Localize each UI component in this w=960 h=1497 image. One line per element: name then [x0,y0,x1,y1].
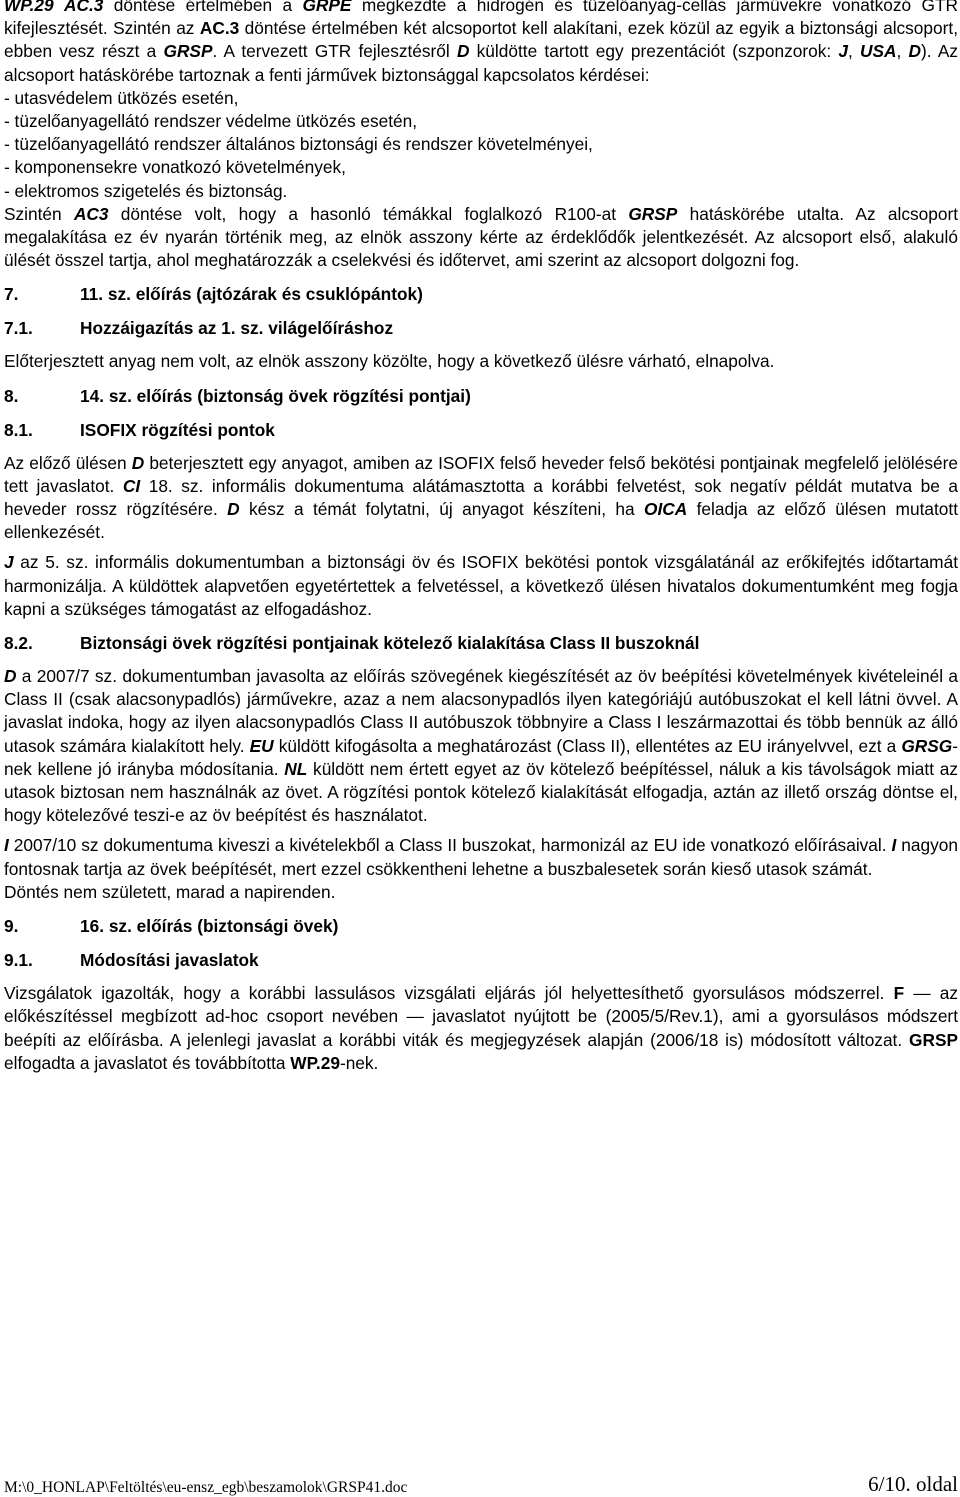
emphasis-text: WP.29 [4,0,54,15]
text-run: , [896,41,909,62]
text-run: -nek. [339,1052,379,1073]
section-number: 7. [4,284,19,305]
spacer [4,442,958,452]
document-page [4,0,958,1075]
text-run: az 5. sz. informális dokumentumban a biztonsági öv és ISOFIX bekötési pontok vizsgálatánál az erőkifejtés időtartamát harmonizálja. A küldöttek alapvetően egyetértettek a felvetéssel, a következő ülésen hivatalos dokumentumként meg fogja kapni a szükséges támogatást az elfogadáshoz. [4,552,958,619]
text-run: Előterjesztett anyag nem volt, az elnök asszony közölte, hogy a következő ülésre várható, elnapolva. [4,351,775,372]
page-footer [4,1471,958,1497]
emphasis-text: D [4,666,17,687]
emphasis-text: I [4,835,9,856]
emphasis-text: AC. [199,18,230,39]
section-title: 16. sz. előírás (biztonsági övek) [80,916,339,937]
paragraph [4,452,958,545]
paragraph [4,350,958,373]
text-run: - komponensekre vonatkozó követelmények, [4,157,346,178]
text-run: ). Az alcsoport hatáskörébe tartoznak a fenti járművek biztonsággal kapcsolatos kérdései: [4,41,958,85]
text-run: 2007/10 sz dokumentuma kiveszi a kivételekből a Class II buszokat, harmonizál az EU ide vonatkozó előírásaival. [8,835,892,856]
section-number: 8.2. [4,633,33,654]
spacer [4,306,958,316]
section-title: 14. sz. előírás (biztonság övek rögzítési pontjai) [80,385,471,406]
text-run: Az előző ülésen [4,452,132,473]
section-number: 8. [4,385,19,406]
paragraph [4,834,958,880]
text-run: beterjesztett egy anyagot, amiben az ISOFIX felső heveder felső bekötési pontjainak megfelelő jelölésére tett javaslatot. [4,452,958,496]
emphasis-text: D [227,499,240,520]
emphasis-text: D [456,41,470,62]
emphasis-text: NL [284,758,308,779]
section-title: ISOFIX rögzítési pontok [80,419,275,440]
paragraph [4,87,958,110]
paragraph [4,110,958,133]
text-run: küldötte tartott egy prezentációt (szponzorok: [469,41,839,62]
emphasis-text: J [838,41,848,62]
emphasis-text: OICA [644,499,688,520]
text-run: döntése volt, hogy a hasonló témákkal foglalkozó R100-at [108,203,629,224]
spacer [4,544,958,551]
text-run: - utasvédelem ütközés esetén, [4,87,239,108]
emphasis-text: GRSP [909,1029,958,1050]
spacer [4,827,958,834]
text-run: hatáskörébe utalta. Az alcsoport megalakítása ez év nyarán történik meg, az elnök asszony kérte az érdeklődők jelentkezését. Az alcsoport első, alakuló ülését összel tartja, ahol meghatározzák a cselekvési és időtervet, ami szerint az alcsoport dolgozni fog. [4,203,958,271]
emphasis-text: J [4,552,14,573]
section-number: 9.1. [4,950,33,971]
text-run: - elektromos szigetelés és biztonság. [4,180,288,201]
spacer [4,408,958,418]
text-run: -nek kellene jó irányba módosítania. [4,735,958,779]
paragraph [4,133,958,156]
text-run: . A tervezett GTR fejlesztésről [212,41,457,62]
section-number: 8.1. [4,419,33,440]
section-heading [4,418,958,442]
text-run: feladja az előző ülésen mutatott ellenkezését. [4,499,958,543]
text-run: Vizsgálatok igazolták, hogy a korábbi lassulásos vizsgálati eljárás jól helyettesíthető gyorsulásos módszerrel. [4,983,894,1004]
text-run: , [848,41,861,62]
emphasis-text: I [891,835,897,856]
section-title: 11. sz. előírás (ajtózárak és csuklópántok) [80,284,423,305]
emphasis-text: AC3 [73,203,109,224]
section-title: Hozzáigazítás az 1. sz. világelőíráshoz [80,318,394,339]
section-title: Módosítási javaslatok [80,950,259,971]
section-title: Biztonsági övek rögzítési pontjainak kötelező kialakítása Class II buszoknál [80,633,700,654]
text-run: döntése értelmében két alcsoportot kell alakítani, ezek közül az egyik a biztonsági alcsoport, ebben vesz részt a [4,18,959,62]
text-run: kész a témát folytatni, új anyagot készíteni, ha [239,499,645,520]
emphasis-text: EU [249,735,274,756]
file-path: M:\0_HONLAP\Feltöltés\eu-ensz_egb\beszamolok\GRSP41.doc [4,1479,408,1496]
text-run [54,0,64,15]
text-run: — az előkészítéssel megbízott ad-hoc csoport nevében — javaslatot nyújtott be (2005/5/Rev.1), ami a gyorsulásos módszert beépíti az előírásba. A jelenlegi javaslat a korábbi viták és megjegyzések alapján (2006/18 is) módosított változat. [4,983,958,1050]
text-run: - tüzelőanyagellátó rendszer általános biztonsági és rendszer követelményei, [4,134,593,155]
section-heading [4,631,958,655]
section-heading [4,282,958,306]
emphasis-text: CI [122,475,141,496]
spacer [4,904,958,914]
paragraph [4,551,958,621]
emphasis-text: D [131,452,145,473]
spacer [4,374,958,384]
emphasis-text: F [893,983,905,1004]
emphasis-text: D [908,41,922,62]
section-heading [4,384,958,408]
text-run: Szintén [4,203,74,224]
paragraph [4,180,958,203]
paragraph [4,0,958,87]
paragraph [4,982,958,1075]
spacer [4,621,958,631]
paragraph [4,156,958,179]
emphasis-text: WP.29 [290,1052,340,1073]
section-number: 9. [4,916,19,937]
emphasis-text: AC.3 [64,0,104,15]
section-number: 7.1. [4,318,33,339]
text-run: nagyon fontosnak tartja az övek beépítését, mert ezzel csökkentheni lehetne a buszbalesetek során kieső utasok számát. [4,835,958,879]
page-number: 6/10. oldal [868,1472,958,1496]
paragraph [4,203,958,273]
text-run: elfogadta a javaslatot és továbbította [4,1052,291,1073]
text-run: Döntés nem született, marad a napirenden. [4,881,336,902]
text-run: küldött kifogásolta a meghatározást (Class II), ellentétes az EU irányelvvel, ezt a [273,735,902,756]
emphasis-text: GRPE [302,0,352,15]
emphasis-text: GRSG [901,735,953,756]
paragraph [4,665,958,827]
spacer [4,938,958,948]
section-heading [4,316,958,340]
document-body [4,0,958,1075]
text-run: megkezdte a hidrogén és tüzelőanyag-cellás járművekre vonatkozó GTR kifejlesztését. Szintén az [4,0,958,39]
text-run: küldött nem értett egyet az öv kötelező beépítéssel, náluk a kis távolságok miatt az utasok biztosan nem használnák az övet. A rögzítési pontok kötelező kialakítását elfogadja, aztán az illető ország döntse el, hogy kötelezővé teszi-e az öv beépítést és használatot. [4,758,958,826]
spacer [4,972,958,982]
section-heading [4,914,958,938]
text-run: a 2007/7 sz. dokumentumban javasolta az előírás szövegének kiegészítését az öv beépítési követelmények kivételeinél a Class II (csak alacsonypadlós) járművekre, azaz a nem alacsonypadlós ilyen kategóriájú autóbuszokat el kell látni övvel. A javaslat indoka, hogy az ilyen alacsonypadlós Class II autóbuszok többnyire a Class I leszármazottai és több bennük az álló utasok számára kialakított hely. [4,666,958,756]
text-run: - tüzelőanyagellátó rendszer védelme ütközés esetén, [4,111,418,132]
emphasis-text: GRSP [163,41,213,62]
spacer [4,272,958,282]
spacer [4,655,958,665]
emphasis-text: 3 [229,18,240,39]
emphasis-text: GRSP [628,203,678,224]
paragraph [4,881,958,904]
emphasis-text: USA [860,41,897,62]
spacer [4,340,958,350]
text-run: 18. sz. informális dokumentuma alátámasztotta a korábbi felvetést, sok negatív példát mutatva be a heveder rossz rögzítésére. [4,475,958,520]
text-run: döntése értelmében a [103,0,303,15]
section-heading [4,948,958,972]
